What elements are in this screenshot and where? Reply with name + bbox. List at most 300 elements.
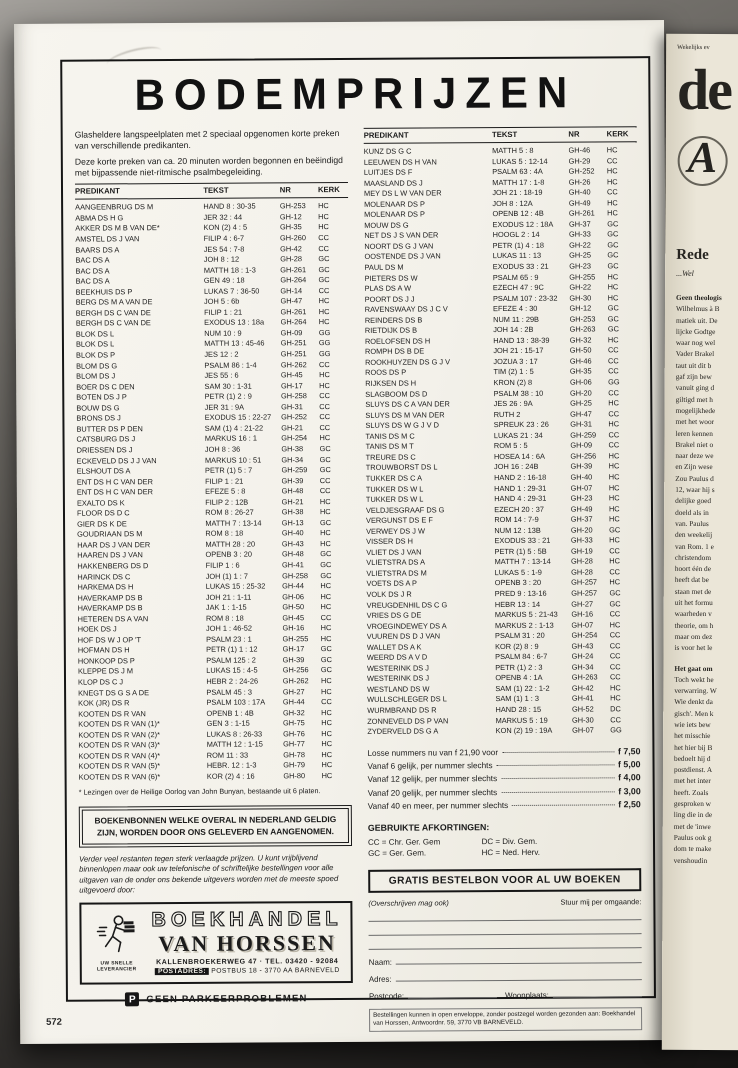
cell-nr: GH-25	[570, 398, 592, 408]
price-value: f 3,00	[618, 785, 641, 796]
order-form-footer: Bestellingen kunnen in open enveloppe, zonder postzegel worden gezonden aan: Boekhandel van Horssen, Antwoordnr. 59, 3770 VB BARNEVELD.	[369, 1007, 642, 1031]
cell-nr: GH-38	[281, 444, 304, 454]
ad-title: BODEMPRIJZEN	[134, 67, 577, 120]
cell-predikant: KOOTEN DS R VAN (6)*	[78, 772, 161, 782]
cell-tekst: NUM 11 : 29B	[493, 314, 540, 324]
cell-kerk: CC	[608, 387, 619, 397]
cell-predikant: RIJKSEN DS H	[365, 378, 417, 388]
cell-nr: GH-19	[570, 546, 593, 556]
field-naam-label: Naam:	[368, 957, 393, 967]
cell-kerk: HC	[320, 633, 332, 643]
cell-predikant: VOETS DS A P	[366, 578, 417, 589]
cell-kerk: GC	[319, 517, 332, 527]
cell-predikant: WESTERINK DS J	[366, 663, 429, 673]
cell-tekst: JOH 21 : 1-11	[205, 592, 252, 602]
cell-kerk: HC	[321, 739, 333, 749]
cell-kerk: HC	[608, 419, 620, 429]
cell-tekst: KOR (2) 8 : 9	[495, 641, 539, 651]
restanten-paragraph: Verder veel restanten tegen sterk verlaagde prijzen. U kunt vrijblijvend binnenlopen maar ook uw telefonische of schriftelijke bestellingen voor alle uitgaven van de onder ons bekende uitgevers worden met de meeste spoed uitgevoerd door:	[79, 853, 339, 895]
paragraph-lead: Het gaat om	[674, 663, 713, 673]
cell-predikant: KLEPPE DS J M	[77, 666, 134, 677]
header-kerk: KERK	[606, 129, 629, 139]
text-line: christendom	[674, 552, 712, 562]
cell-predikant: VUUREN DS D J VAN	[366, 631, 441, 642]
cell-tekst: KRON (2) 8	[493, 377, 533, 388]
header-predikant: PREDIKANT	[363, 130, 409, 140]
cell-nr: GH-256	[282, 665, 309, 675]
bookshop-logo-box	[79, 901, 352, 985]
cell-nr: GH-39	[281, 475, 304, 485]
cell-predikant: WEERD DS A V D	[366, 652, 428, 663]
text-line: lijcke Godtge	[675, 326, 716, 336]
parking-icon: P	[125, 992, 139, 1006]
cell-predikant: TUKKER DS C A	[365, 473, 423, 483]
cell-kerk: CC	[320, 612, 332, 622]
cell-kerk: CC	[607, 345, 619, 355]
cell-nr: GH-21	[281, 423, 304, 433]
cell-nr: GH-259	[570, 430, 597, 440]
cell-nr: GH-251	[280, 349, 307, 359]
cell-nr: GH-257	[571, 588, 598, 598]
cell-nr: GH-12	[279, 212, 302, 222]
cell-predikant: WESTERINK DS J	[366, 673, 430, 684]
cell-tekst: HEBR 13 : 14	[494, 599, 541, 609]
text-line: mogelijkhede	[675, 405, 716, 415]
cell-predikant: OOSTENDE DS J VAN	[364, 251, 441, 262]
cell-kerk: GC	[609, 588, 621, 598]
cell-kerk: HC	[609, 619, 621, 629]
cell-predikant: KLOP DS C J	[77, 677, 124, 687]
cell-nr: GH-34	[281, 454, 304, 464]
postadres-chip: POSTADRES:	[155, 968, 209, 975]
cell-predikant: BAC DS A	[75, 276, 110, 286]
cell-nr: GH-260	[280, 233, 306, 243]
price-label: Losse nummers nu van f 21,90 voor	[367, 747, 499, 758]
cell-predikant: KOOTEN DS R VAN	[78, 708, 146, 719]
cell-tekst: JER 31 : 9A	[204, 402, 245, 412]
text-line: ling die in de	[673, 810, 713, 820]
cell-nr: GH-29	[568, 156, 591, 166]
cell-nr: GH-257	[571, 577, 598, 588]
cell-tekst: JOH 14 : 2B	[493, 325, 534, 335]
cell-nr: GH-07	[571, 620, 594, 630]
cell-tekst: OPENB 4 : 1A	[495, 673, 543, 683]
cell-kerk: HC	[318, 212, 329, 222]
text-line: theorie, om h	[674, 620, 714, 630]
cell-kerk: HC	[319, 507, 331, 517]
cell-tekst: PSALM 125 : 2	[206, 655, 256, 665]
cell-tekst: JES 54 : 7-8	[203, 244, 245, 254]
advertisement-frame	[60, 56, 656, 1028]
right-page-topline: Wekelijks ev	[677, 43, 710, 51]
cell-kerk: CC	[319, 422, 331, 433]
cell-tekst: ROM 8 : 18	[205, 613, 244, 623]
field-woonplaats-label: Woonplaats:	[505, 990, 549, 1001]
cell-kerk: HC	[606, 176, 618, 187]
cell-nr: GH-264	[280, 317, 307, 327]
cell-tekst: JOH 8 : 12A	[492, 198, 533, 208]
abbreviation-item: GC = Ger. Gem.	[368, 848, 427, 858]
cell-nr: GH-16	[571, 609, 594, 619]
cell-nr: GH-46	[568, 145, 591, 155]
price-label: Vanaf 40 en meer, per nummer slechts	[367, 800, 509, 811]
cell-nr: GH-49	[568, 198, 591, 208]
cell-nr: GH-22	[569, 240, 591, 250]
cell-predikant: TANIS DS M C	[365, 431, 415, 441]
cell-kerk: HC	[607, 335, 619, 345]
text-line: met de 'inwe	[673, 821, 711, 831]
text-line: taut uit dit b	[675, 360, 712, 370]
cell-predikant: BERGH DS C VAN DE	[75, 318, 151, 329]
header-tekst: TEKST	[203, 186, 229, 196]
text-line: gesproken w	[673, 798, 711, 809]
price-label: Vanaf 6 gelijk, per nummer slechts	[367, 761, 493, 771]
cell-tekst: PETR (1) 4 : 18	[492, 240, 545, 251]
cell-tekst: MATTH 5 : 8	[492, 145, 534, 156]
cell-tekst: ROM 8 : 18	[205, 528, 244, 539]
cell-nr: GH-259	[281, 465, 308, 475]
cell-tekst: LUKAS 8 : 26-33	[206, 729, 263, 739]
text-line: gisch'. Men k	[674, 708, 714, 718]
cell-kerk: HC	[321, 707, 332, 717]
cell-nr: GH-42	[571, 683, 594, 693]
records-table-right	[364, 126, 641, 737]
cell-tekst: LUKAS 7 : 36-50	[203, 286, 260, 296]
header-tekst: TEKST	[491, 129, 518, 140]
cell-predikant: ELSHOUT DS A	[76, 466, 131, 476]
cell-kerk: CC	[607, 356, 619, 366]
cell-predikant: MAASLAND DS J	[363, 178, 423, 188]
cell-kerk: CC	[319, 412, 331, 422]
cell-predikant: DRIESSEN DS J	[76, 445, 133, 455]
cell-tekst: KON (2) 4 : 5	[203, 223, 248, 233]
cell-predikant: VLIETSTRA DS M	[366, 568, 427, 578]
cell-tekst: PSALM 86 : 1-4	[204, 360, 257, 370]
cell-tekst: PRED 9 : 13-16	[494, 588, 547, 599]
cell-nr: GH-252	[568, 166, 595, 176]
cell-tekst: PSALM 31 : 20	[495, 630, 545, 641]
price-value: f 2,50	[618, 798, 641, 810]
cell-predikant: BLOK DS L	[75, 329, 115, 339]
text-line: en Zijn wese	[675, 462, 713, 472]
cell-nr: GH-06	[569, 377, 592, 387]
cell-nr: GH-17	[282, 644, 305, 654]
order-form-note-right: Stuur mij per omgaande:	[560, 897, 642, 907]
cell-tekst: HAND 28 : 15	[495, 704, 542, 715]
text-line: het misschie	[674, 731, 711, 741]
dotted-leader	[497, 764, 615, 766]
cell-kerk: GC	[607, 261, 619, 271]
cell-kerk: GC	[319, 444, 331, 454]
cell-tekst: LUKAS 21 : 34	[493, 430, 543, 440]
abbreviations-section	[368, 821, 641, 859]
boekenbonnen-text: BOEKENBONNEN WELKE OVERAL IN NEDERLAND GELDIG ZIJN, WORDEN DOOR ONS GELEVERD EN AANGENOMEN.	[94, 814, 337, 838]
cell-kerk: GC	[319, 465, 331, 475]
cell-kerk: HC	[608, 472, 620, 482]
right-page-subheading: ...Wel	[676, 268, 694, 278]
cell-tekst: FILIP 4 : 6-7	[203, 233, 245, 243]
cell-nr: GH-30	[569, 293, 592, 303]
cell-kerk: GC	[320, 570, 332, 580]
cell-kerk: HC	[318, 201, 329, 211]
cell-tekst: MATTH 7 : 13-14	[494, 557, 551, 567]
text-line: 12, waar hij s	[675, 484, 715, 495]
cell-predikant: KOOTEN DS R VAN (2)*	[78, 729, 160, 740]
cell-tekst: JOH (1) 1 : 7	[205, 571, 249, 581]
text-line: wie iets bew	[674, 719, 711, 729]
cell-nr: GH-48	[281, 549, 304, 559]
text-line: van. Paulus	[675, 518, 709, 528]
cell-tekst: JOH 5 : 6b	[203, 296, 240, 307]
cell-kerk: CC	[319, 359, 330, 369]
text-line: Toch wekt he	[674, 674, 714, 684]
cell-kerk: GC	[320, 560, 332, 570]
cell-predikant: KOK (JR) DS R	[78, 698, 130, 708]
cell-kerk: GC	[609, 524, 621, 535]
cell-nr: GH-27	[571, 598, 594, 609]
cell-predikant: BLOM DS J	[76, 371, 116, 381]
cell-tekst: FILIP 1 : 6	[205, 560, 240, 570]
cell-tekst: EXODUS 15 : 22-27	[204, 412, 272, 423]
cell-kerk: HC	[608, 514, 620, 524]
cell-nr: GH-258	[282, 570, 309, 580]
cell-tekst: PSALM 45 : 3	[206, 687, 253, 697]
cell-kerk: HC	[320, 528, 331, 538]
shop-name-top: BOEKHANDEL	[151, 908, 343, 932]
cell-tekst: PETR (1) 5 : 7	[204, 465, 253, 475]
cell-nr: GH-41	[282, 560, 304, 570]
abbreviations-title: GEBRUIKTE AFKORTINGEN:	[367, 822, 490, 833]
cell-nr: GH-17	[280, 380, 303, 391]
field-woonplaats-line	[553, 996, 642, 998]
cell-kerk: HC	[318, 317, 330, 327]
cell-kerk: CC	[609, 630, 621, 640]
right-column	[364, 126, 643, 1031]
text-line: doeld als in	[675, 507, 709, 517]
cell-tekst: PSALM 84 : 6-7	[495, 652, 548, 662]
cell-predikant: BERGH DS C VAN DE	[75, 308, 151, 318]
cell-predikant: KOOTEN DS R VAN (4)*	[78, 750, 161, 761]
cell-tekst: GEN 3 : 1-15	[206, 718, 250, 729]
cell-nr: GH-26	[568, 177, 591, 187]
cell-kerk: HC	[320, 676, 332, 686]
cell-predikant: MEY DS L W VAN DER	[364, 188, 442, 199]
cell-predikant: BLOM DS G	[76, 360, 118, 371]
cell-nr: GH-33	[569, 229, 591, 239]
cell-tekst: HAND 13 : 38-39	[493, 335, 550, 345]
text-line: staan met de	[674, 586, 712, 596]
cell-predikant: HARKEMA DS H	[77, 582, 134, 592]
cell-kerk: GC	[607, 219, 619, 229]
text-line: delijke goed	[675, 496, 712, 506]
cell-tekst: JER 32 : 44	[203, 212, 243, 222]
cell-tekst: PETR (1) 1 : 12	[206, 644, 258, 655]
text-line: maar om dez	[674, 631, 713, 641]
cell-nr: GH-06	[282, 591, 305, 601]
dotted-leader	[512, 804, 614, 806]
cell-predikant: BOUW DS G	[76, 403, 120, 413]
cell-predikant: VROEGINDEWEY DS A	[366, 620, 447, 631]
text-line: leren kennen	[675, 428, 713, 438]
cell-tekst: ROM 5 : 5	[493, 441, 528, 451]
cell-nr: GH-27	[282, 686, 305, 696]
abbreviations-grid	[368, 836, 587, 859]
cell-kerk: GC	[607, 240, 619, 250]
cell-nr: GH-255	[282, 634, 309, 644]
cell-predikant: NET DS J S VAN DER	[364, 230, 439, 241]
cell-kerk: HC	[319, 496, 331, 506]
order-form-title: GRATIS BESTELBON VOOR AL UW BOEKEN	[368, 868, 641, 893]
cell-nr: GH-33	[570, 535, 593, 545]
cell-predikant: HAAR DS J VAN DER	[77, 540, 151, 550]
header-kerk: KERK	[317, 185, 340, 195]
cell-tekst: HAND 1 : 29-31	[494, 483, 547, 493]
cell-tekst: MATTH 12 : 1-15	[206, 739, 263, 750]
cell-tekst: MARKUS 5 : 19	[495, 715, 548, 725]
cell-predikant: ABMA DS H G	[75, 213, 124, 223]
cell-nr: GH-37	[568, 219, 591, 229]
cell-predikant: HONKOOP DS P	[77, 656, 135, 666]
cell-predikant: BAC DS A	[75, 266, 110, 276]
cell-nr: GH-76	[283, 728, 305, 739]
text-line: met het woor	[675, 417, 715, 427]
cell-tekst: HEBR. 12 : 1-3	[206, 760, 257, 771]
cell-kerk: HC	[606, 145, 618, 155]
cell-predikant: PLAS DS A W	[364, 283, 412, 293]
cell-kerk: GC	[607, 229, 619, 239]
cell-predikant: PAUL DS M	[364, 262, 404, 272]
cell-predikant: RAVENSWAAY DS J C V	[364, 304, 448, 315]
boekenbonnen-box	[82, 808, 349, 844]
text-line: waar nog wel	[675, 338, 716, 348]
price-list	[367, 745, 640, 813]
cell-kerk: GC	[320, 654, 332, 665]
cell-predikant: VELDJESGRAAF DS G	[365, 504, 445, 515]
cell-predikant: KOOTEN DS R VAN (5)*	[78, 761, 161, 771]
cell-nr: GH-35	[279, 222, 302, 232]
cell-nr: GH-253	[569, 314, 596, 324]
cell-kerk: HC	[320, 538, 331, 549]
cell-nr: GH-39	[570, 461, 593, 472]
cell-tekst: SAM (1) 1 : 3	[495, 694, 540, 704]
cell-tekst: EZECH 47 : 9C	[492, 282, 544, 293]
cell-tekst: RUTH 2	[493, 409, 521, 419]
cell-predikant: AANGEENBRUG DS M	[75, 202, 154, 213]
cell-tekst: ROM 14 : 7-9	[494, 514, 539, 525]
cell-nr: GH-78	[283, 750, 306, 760]
cell-tekst: EXODUS 13 : 18a	[204, 317, 265, 328]
cell-nr: GH-31	[570, 419, 592, 429]
cell-tekst: PETR (1) 2 : 9	[204, 391, 252, 402]
cell-nr: GH-07	[572, 725, 594, 735]
cell-predikant: MOUW DS G	[364, 220, 409, 230]
text-line: Paulus ook g	[673, 832, 712, 842]
cell-predikant: KOOTEN DS R VAN (1)*	[78, 719, 160, 729]
cell-nr: GH-45	[282, 612, 305, 623]
cell-nr: GH-52	[571, 704, 594, 714]
left-column	[75, 128, 353, 1007]
cell-kerk: GC	[320, 665, 333, 675]
cell-tekst: JES 55 : 6	[204, 370, 239, 380]
cell-kerk: CC	[609, 662, 621, 672]
cell-tekst: MATTH 17 : 1-8	[492, 177, 545, 187]
cell-nr: GH-252	[281, 412, 308, 422]
cell-nr: GH-40	[568, 187, 591, 197]
table-row	[79, 771, 352, 783]
cell-tekst: JES 12 : 2	[204, 349, 239, 359]
cell-kerk: HC	[609, 683, 621, 693]
cell-predikant: ZONNEVELD DS P VAN	[367, 715, 449, 726]
price-value: f 4,00	[618, 772, 641, 783]
parking-row	[80, 991, 353, 1007]
cell-predikant: TUKKER DS W L	[365, 494, 424, 504]
cell-predikant: ROOS DS P	[365, 368, 407, 378]
cell-predikant: BRONS DS J	[76, 413, 121, 423]
cell-predikant: VREUGDENHIL DS C G	[366, 599, 448, 610]
masthead-ornament	[677, 131, 733, 189]
cell-kerk: HC	[321, 686, 332, 696]
cell-nr: GH-44	[282, 581, 304, 591]
text-line: met het inter	[673, 776, 711, 786]
cell-predikant: SLAGBOOM DS D	[365, 389, 428, 399]
cell-nr: GH-253	[279, 201, 306, 211]
cell-kerk: GC	[320, 549, 332, 559]
cell-tekst: MATTH 7 : 13-14	[205, 518, 262, 528]
text-line: heeft. Zoals	[673, 787, 709, 797]
cell-kerk: HC	[607, 271, 619, 281]
cell-predikant: SLUYS DS M VAN DER	[365, 410, 445, 420]
cell-kerk: HC	[318, 306, 330, 316]
cell-predikant: BLOK DS L	[75, 339, 115, 350]
text-line: Vader Brakel	[675, 349, 715, 359]
cell-kerk: HC	[320, 602, 332, 612]
cell-predikant: SLUYS DS W G J V D	[365, 420, 440, 431]
cell-kerk: HC	[319, 380, 330, 390]
cell-kerk: CC	[319, 401, 331, 411]
cell-nr: GH-263	[571, 672, 598, 682]
cell-nr: GH-21	[281, 496, 304, 507]
cell-tekst: JOH 1 : 46-52	[205, 623, 253, 634]
cell-predikant: ROELOFSEN DS H	[364, 336, 431, 346]
cell-predikant: MOLENAAR DS P	[364, 209, 425, 220]
right-page-masthead: de	[676, 56, 732, 123]
text-line: uit het formu	[674, 597, 713, 608]
cell-nr: GH-47	[570, 409, 592, 419]
text-line: venshoudin	[673, 855, 708, 865]
cell-kerk: CC	[319, 486, 331, 496]
cell-tekst: HAND 2 : 16-18	[494, 472, 547, 483]
cell-nr: GH-14	[280, 285, 303, 296]
field-postcode-woonplaats	[369, 990, 642, 1001]
cell-nr: GH-20	[569, 388, 592, 398]
cell-nr: GH-261	[568, 208, 595, 218]
cell-predikant: TREURE DS C	[365, 452, 416, 462]
page-number: 572	[46, 1016, 62, 1028]
text-line: gaf zijn bew	[675, 371, 712, 382]
shop-name-bottom: VAN HORSSEN	[158, 930, 336, 957]
cell-nr: GH-77	[283, 739, 305, 749]
cell-kerk: GC	[607, 324, 619, 334]
cell-tekst: HAND 8 : 30-35	[203, 201, 256, 212]
cell-kerk: HC	[608, 461, 620, 471]
cell-tekst: SAM 30 : 1-31	[204, 381, 252, 391]
cell-tekst: HOSEA 14 : 6A	[493, 451, 545, 461]
cell-predikant: REINDERS DS B	[364, 315, 423, 325]
cell-predikant: NOORT DS G J VAN	[364, 241, 434, 251]
cell-tekst: JAK 1 : 1-15	[205, 602, 247, 612]
cell-kerk: HC	[321, 770, 333, 781]
cell-predikant: WURMBRAND DS R	[367, 705, 437, 715]
